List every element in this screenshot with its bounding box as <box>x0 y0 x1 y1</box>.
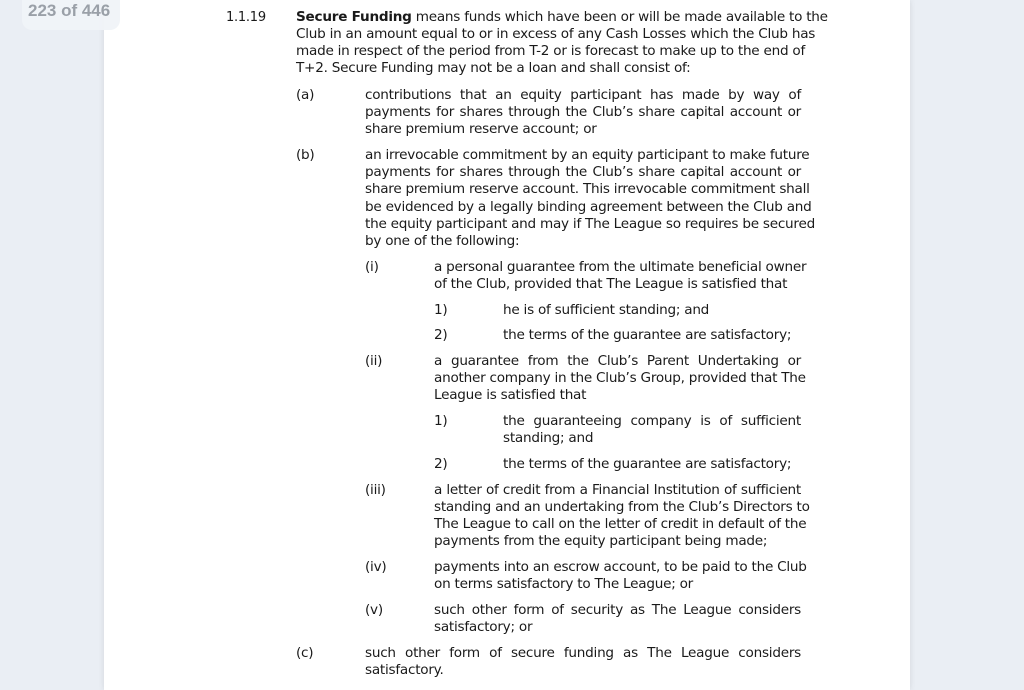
item-label-a: (a) <box>296 87 315 103</box>
clause-intro-line: Secure Funding means funds which have been or will be made available to the <box>296 9 828 25</box>
clause-intro-line: T+2. Secure Funding may not be a loan and shall consist of: <box>296 60 691 76</box>
subsub-label: 2) <box>434 327 448 343</box>
item-b-line: payments for shares through the Club’s share capital account or <box>365 164 801 180</box>
item-a-line: contributions that an equity participant has made by way of <box>365 87 801 103</box>
item-label-b: (b) <box>296 147 315 163</box>
defined-term: Secure Funding <box>296 9 412 25</box>
subitem-label-iii: (iii) <box>365 482 386 498</box>
subitem-i-line: a personal guarantee from the ultimate beneficial owner <box>434 259 807 275</box>
clause-intro-line: made in respect of the period from T-2 or is forecast to make up to the end of <box>296 43 806 59</box>
subitem-iv-line: payments into an escrow account, to be paid to the Club <box>434 559 807 575</box>
item-c-line: satisfactory. <box>365 662 444 678</box>
subitem-ii-line: League is satisfied that <box>434 387 587 403</box>
subsub-line: the terms of the guarantee are satisfactory; <box>503 456 792 472</box>
subitem-label-ii: (ii) <box>365 353 383 369</box>
subsub-line: the terms of the guarantee are satisfactory; <box>503 327 792 343</box>
subsub-line: he is of sufficient standing; and <box>503 302 710 318</box>
subitem-label-i: (i) <box>365 259 379 275</box>
subitem-label-v: (v) <box>365 602 383 618</box>
subitem-ii-line: another company in the Club’s Group, provided that The <box>434 370 806 386</box>
subitem-ii-line: a guarantee from the Club’s Parent Undertaking or <box>434 353 801 369</box>
item-b-line: by one of the following: <box>365 233 520 249</box>
subitem-v-line: satisfactory; or <box>434 619 533 635</box>
subsub-line: the guaranteeing company is of sufficient <box>503 413 801 429</box>
subitem-iii-line: standing and an undertaking from the Club’s Directors to <box>434 499 810 515</box>
document-page <box>104 0 910 690</box>
item-a-line: payments for shares through the Club’s share capital account or <box>365 104 801 120</box>
clause-number: 1.1.19 <box>226 10 266 25</box>
subitem-v-line: such other form of security as The League considers <box>434 602 801 618</box>
subsub-label: 1) <box>434 302 448 318</box>
subitem-iii-line: a letter of credit from a Financial Institution of sufficient <box>434 482 801 498</box>
item-a-line: share premium reserve account; or <box>365 121 597 137</box>
item-b-line: share premium reserve account. This irrevocable commitment shall <box>365 181 810 197</box>
item-b-line: an irrevocable commitment by an equity participant to make future <box>365 147 810 163</box>
subitem-iii-line: The League to call on the letter of credit in default of the <box>434 516 807 532</box>
item-b-line: the equity participant and may if The League so requires be secured <box>365 216 815 232</box>
subsub-line: standing; and <box>503 430 594 446</box>
subitem-iv-line: on terms satisfactory to The League; or <box>434 576 693 592</box>
subsub-label: 2) <box>434 456 448 472</box>
subitem-i-line: of the Club, provided that The League is satisfied that <box>434 276 788 292</box>
item-b-line: be evidenced by a legally binding agreement between the Club and <box>365 199 812 215</box>
item-label-c: (c) <box>296 645 314 661</box>
subitem-iii-line: payments from the equity participant being made; <box>434 533 768 549</box>
clause-intro-line: Club in an amount equal to or in excess of any Cash Losses which the Club has <box>296 26 816 42</box>
page-indicator: 223 of 446 <box>22 0 120 30</box>
subsub-label: 1) <box>434 413 448 429</box>
item-c-line: such other form of secure funding as The League considers <box>365 645 801 661</box>
subitem-label-iv: (iv) <box>365 559 387 575</box>
